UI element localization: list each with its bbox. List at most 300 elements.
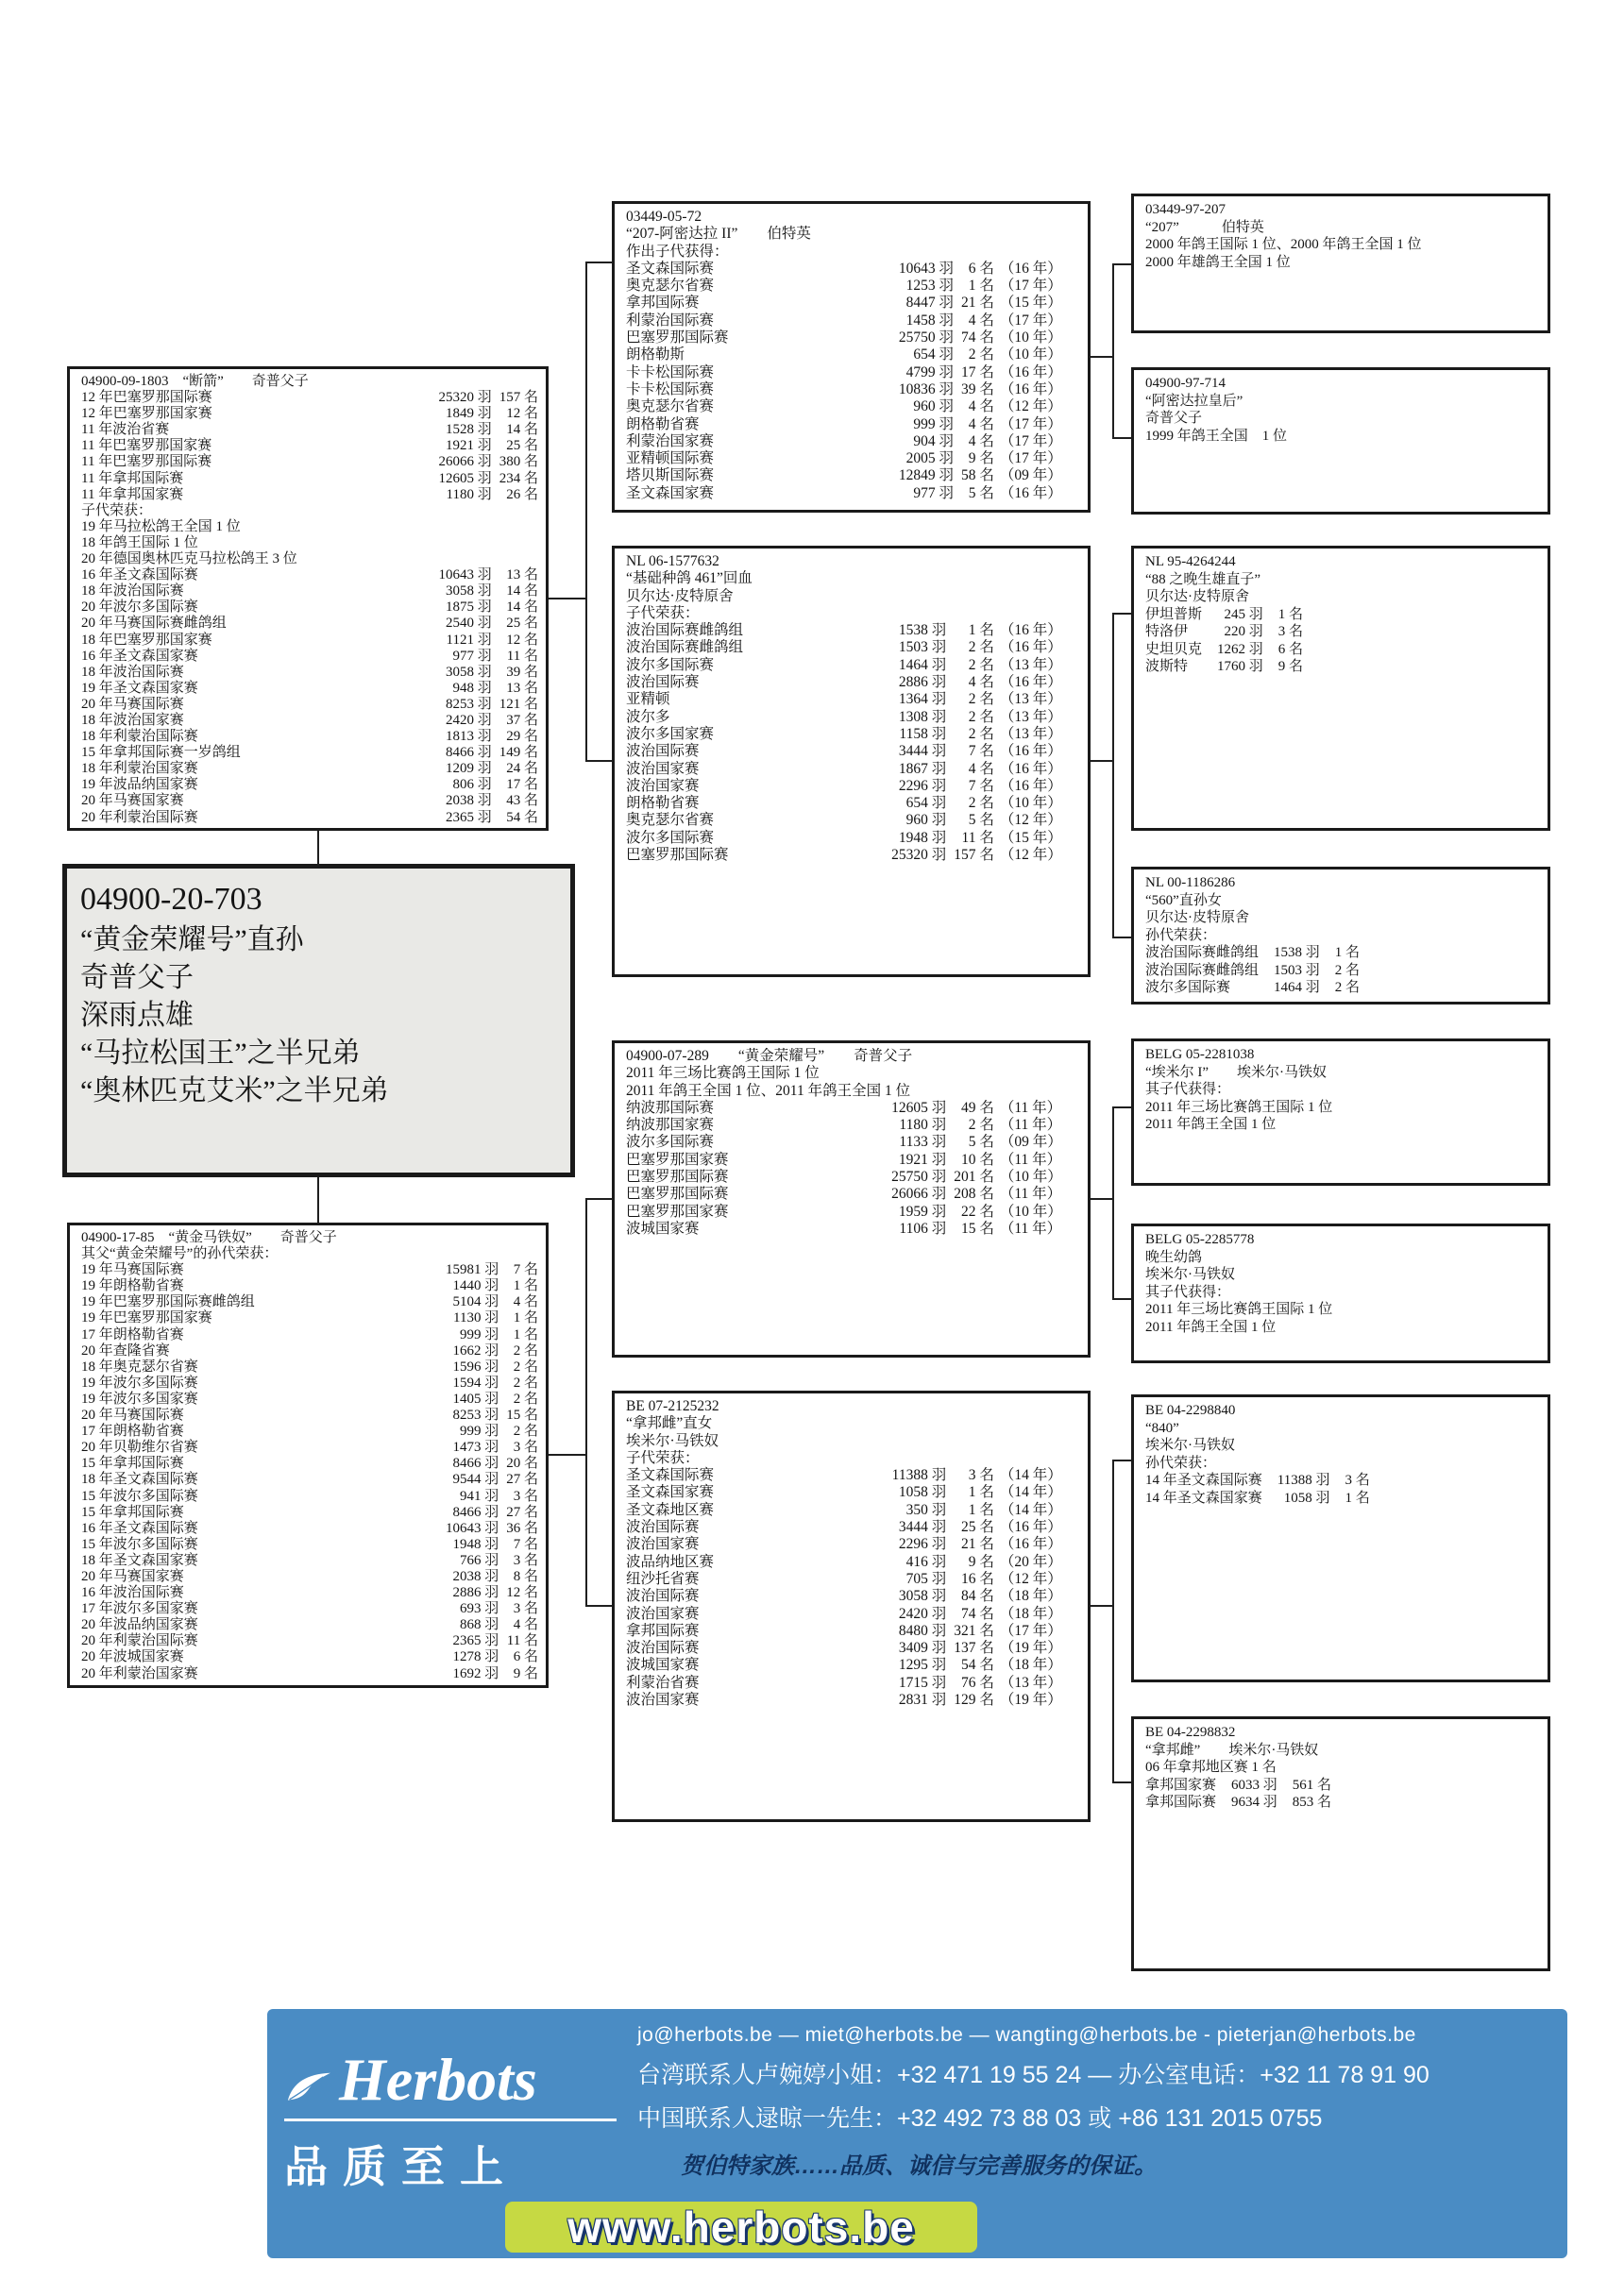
text-line: 孙代荣获： xyxy=(1145,927,1217,943)
race-cell: （12 年） xyxy=(999,812,1062,829)
text-line: BELG 05-2285778 xyxy=(1145,1232,1255,1247)
race-cell: 8447 羽 xyxy=(905,295,954,312)
race-cell: 波治国际赛雌鸽组 xyxy=(1145,962,1260,978)
race-cell: 18 年巴塞罗那国家赛 xyxy=(81,632,212,648)
race-cell: 波尔多国际赛 xyxy=(626,1134,715,1151)
race-cell: （17 年） xyxy=(999,450,1062,467)
text-line: 贝尔达·皮特原舍 xyxy=(626,587,734,604)
race-cell: 1158 羽 xyxy=(899,725,947,742)
race-cell: 157 名 xyxy=(954,847,994,864)
race-row xyxy=(626,261,1062,278)
race-row xyxy=(81,793,538,809)
connector-line xyxy=(549,1454,585,1456)
race-cell: 74 名 xyxy=(960,1605,994,1622)
race-cell: 巴塞罗那国家赛 xyxy=(626,1151,729,1168)
race-cell: 18 年圣文森国际赛 xyxy=(81,1472,198,1488)
race-cell: 20 年马赛国际赛 xyxy=(81,696,184,712)
race-cell: （16 年） xyxy=(999,622,1062,639)
connector-line xyxy=(585,262,612,263)
race-cell: 12 年巴塞罗那国际赛 xyxy=(81,390,212,406)
race-row xyxy=(81,1601,538,1617)
connector-line xyxy=(1091,356,1112,358)
text-line: 20 年德国奥林匹克马拉松鸽王 3 位 xyxy=(81,551,297,567)
race-row xyxy=(626,312,1062,329)
race-cell: 29 名 xyxy=(506,729,538,745)
race-cell: 25320 羽 xyxy=(438,390,492,406)
race-cell: （13 年） xyxy=(999,725,1062,742)
race-row xyxy=(626,1640,1062,1657)
race-cell: 7 名 xyxy=(968,777,994,794)
connector-line xyxy=(585,760,612,762)
race-cell: （16 年） xyxy=(999,777,1062,794)
race-cell: 1528 羽 xyxy=(445,422,492,438)
text-line: 04900-17-85 “黄金马铁奴” 奇普父子 xyxy=(81,1230,337,1245)
connector-line xyxy=(585,1198,612,1200)
pedigree-box-r7 xyxy=(1131,1394,1550,1682)
race-cell: 9 名 xyxy=(1277,659,1304,674)
race-cell: 8253 羽 xyxy=(445,696,492,712)
race-row xyxy=(626,416,1062,433)
race-cell: 巴塞罗那国际赛 xyxy=(626,1169,729,1186)
text-line: 04900-20-703 xyxy=(80,882,262,917)
race-cell: 3 名 xyxy=(513,1601,538,1617)
race-row xyxy=(81,1376,538,1392)
text-line: 奇普父子 xyxy=(80,962,194,993)
race-row xyxy=(81,810,538,826)
race-cell: 15 名 xyxy=(506,1408,538,1424)
race-cell: 圣文森国家赛 xyxy=(626,1484,715,1501)
race-cell: 19 年圣文森国家赛 xyxy=(81,680,198,696)
connector-line xyxy=(585,1198,587,1607)
race-cell: 18 年利蒙治国家赛 xyxy=(81,761,198,777)
race-cell: 20 年利蒙治国际赛 xyxy=(81,1633,198,1649)
race-row xyxy=(81,406,538,422)
race-cell: 3 名 xyxy=(513,1440,538,1456)
race-cell: 15 年波尔多国际赛 xyxy=(81,1536,198,1552)
race-cell: 16 年圣文森国家赛 xyxy=(81,648,198,664)
race-row xyxy=(81,1359,538,1376)
race-cell: 5 名 xyxy=(968,1134,994,1151)
race-cell: 6 名 xyxy=(513,1649,538,1665)
text-line: 贝尔达·皮特原舍 xyxy=(1145,910,1249,925)
race-cell: 6 名 xyxy=(968,260,994,277)
race-row xyxy=(1145,1777,1331,1795)
race-cell: （16 年） xyxy=(999,260,1062,277)
race-cell: （12 年） xyxy=(999,398,1062,415)
race-cell: （17 年） xyxy=(999,1622,1062,1639)
race-cell: 圣文森国际赛 xyxy=(626,1467,715,1484)
website-bar[interactable] xyxy=(505,2202,977,2253)
race-cell: 2 名 xyxy=(1334,962,1361,978)
race-cell: 20 年利蒙治国际赛 xyxy=(81,809,198,825)
text-line: 贝尔达·皮特原舍 xyxy=(1145,589,1249,604)
race-cell: 8 名 xyxy=(513,1568,538,1584)
race-cell: 塔贝斯国际赛 xyxy=(626,467,715,484)
race-cell: 15 年拿邦国际赛 xyxy=(81,1504,184,1520)
race-row xyxy=(626,761,1062,778)
race-cell: 波尔多国际赛 xyxy=(1145,980,1231,995)
race-cell: 4 名 xyxy=(968,415,994,432)
race-cell: 波治国际赛 xyxy=(626,1519,700,1536)
race-cell: （14 年） xyxy=(999,1501,1062,1518)
race-row xyxy=(626,346,1062,363)
race-cell: 20 年马赛国家赛 xyxy=(81,1568,184,1584)
race-row xyxy=(626,691,1062,708)
race-row xyxy=(81,487,538,503)
race-row xyxy=(626,1186,1062,1203)
race-cell: （12 年） xyxy=(999,1570,1062,1587)
race-cell: 24 名 xyxy=(506,761,538,777)
race-cell: 波斯特 xyxy=(1145,659,1189,674)
text-line: 奇普父子 xyxy=(1145,411,1203,426)
race-cell: 2038 羽 xyxy=(452,1568,499,1584)
race-cell: 16 年圣文森国际赛 xyxy=(81,1520,198,1536)
race-cell: 20 年查隆省赛 xyxy=(81,1342,170,1359)
race-cell: 20 年利蒙治国家赛 xyxy=(81,1665,198,1681)
race-cell: 5104 羽 xyxy=(452,1294,499,1310)
race-cell: 1538 羽 xyxy=(898,622,947,639)
text-line: “阿密达拉皇后” xyxy=(1145,393,1243,409)
race-cell: 2 名 xyxy=(968,725,994,742)
race-cell: 1 名 xyxy=(1277,606,1304,622)
race-row xyxy=(626,1571,1062,1588)
race-row xyxy=(626,1606,1062,1623)
race-cell: 20 年贝勒维尔省赛 xyxy=(81,1440,198,1456)
race-cell: 1 名 xyxy=(513,1326,538,1342)
race-cell: （16 年） xyxy=(999,380,1062,397)
race-cell: 2540 羽 xyxy=(445,616,492,632)
race-cell: 3 名 xyxy=(1345,1473,1370,1488)
race-row xyxy=(1145,606,1303,624)
race-cell: 2 名 xyxy=(513,1424,538,1440)
race-cell: 20 年马赛国际赛 xyxy=(81,1408,184,1424)
race-cell: 波治国家赛 xyxy=(626,1605,700,1622)
race-cell: 1106 羽 xyxy=(899,1220,947,1237)
race-cell: 1 名 xyxy=(968,278,994,295)
race-cell: 2 名 xyxy=(968,708,994,725)
race-cell: 波治国家赛 xyxy=(626,1692,700,1709)
text-line: 2011 年三场比赛鸽王国际 1 位 xyxy=(1145,1302,1333,1317)
race-row xyxy=(81,1408,538,1424)
race-cell: 1948 羽 xyxy=(452,1536,499,1552)
race-cell: 8466 羽 xyxy=(452,1456,499,1472)
race-cell: 25750 羽 xyxy=(898,329,954,346)
race-row xyxy=(81,649,538,665)
race-cell: 1180 羽 xyxy=(446,486,492,502)
connector-line xyxy=(1112,613,1114,938)
race-cell: 654 羽 xyxy=(913,346,954,363)
connector-line xyxy=(1112,1460,1131,1461)
race-cell: （20 年） xyxy=(999,1553,1062,1570)
race-row xyxy=(626,485,1062,502)
race-cell: 3444 羽 xyxy=(898,1519,947,1536)
race-cell: 1662 羽 xyxy=(452,1342,499,1359)
race-cell: （16 年） xyxy=(999,1536,1062,1553)
race-row xyxy=(81,1278,538,1294)
race-cell: 2 名 xyxy=(513,1359,538,1375)
race-row xyxy=(81,454,538,470)
race-row xyxy=(626,398,1062,415)
website-url[interactable]: www.herbots.be xyxy=(567,2203,915,2252)
race-cell: 977 羽 xyxy=(913,484,954,501)
race-cell: 3 名 xyxy=(968,1467,994,1484)
text-line: 2011 年三场比赛鸽王国际 1 位 xyxy=(626,1065,820,1082)
text-line: “207” 伯特英 xyxy=(1145,219,1264,235)
race-row xyxy=(1145,658,1303,676)
race-results xyxy=(626,261,1062,502)
race-cell: 245 羽 xyxy=(1224,606,1263,622)
race-cell: 977 羽 xyxy=(452,648,492,664)
text-line: 2011 年鸽王全国 1 位、2011 年鸽王全国 1 位 xyxy=(626,1082,911,1099)
race-row xyxy=(81,1569,538,1585)
herbots-logo xyxy=(284,2047,635,2195)
race-cell: 54 名 xyxy=(960,1657,994,1674)
text-line: 2011 年三场比赛鸽王国际 1 位 xyxy=(1145,1099,1333,1115)
text-line: 1999 年鸽王全国 1 位 xyxy=(1145,428,1288,444)
race-cell: 960 羽 xyxy=(905,812,947,829)
race-row xyxy=(81,1633,538,1649)
race-cell: 36 名 xyxy=(506,1520,538,1536)
race-results xyxy=(626,1467,1062,1709)
race-cell: 5 名 xyxy=(968,484,994,501)
race-row xyxy=(626,709,1062,726)
race-cell: 17 名 xyxy=(506,777,538,793)
race-cell: （10 年） xyxy=(999,1203,1062,1220)
race-cell: 1921 羽 xyxy=(445,438,492,454)
race-cell: 波尔多国际赛 xyxy=(626,656,715,673)
race-cell: 380 名 xyxy=(499,454,538,470)
race-row xyxy=(81,583,538,599)
race-cell: 纳波那国际赛 xyxy=(626,1099,715,1116)
race-cell: （16 年） xyxy=(999,743,1062,760)
race-cell: 15 名 xyxy=(960,1220,994,1237)
race-cell: 9 名 xyxy=(968,450,994,467)
race-cell: 129 名 xyxy=(954,1692,994,1709)
race-cell: 11388 羽 xyxy=(1277,1473,1330,1488)
race-row xyxy=(81,681,538,697)
race-cell: （14 年） xyxy=(999,1467,1062,1484)
race-cell: 10643 羽 xyxy=(898,260,954,277)
race-cell: 20 年波城国家赛 xyxy=(81,1649,184,1665)
race-cell: 27 名 xyxy=(506,1504,538,1520)
race-cell: 巴塞罗那国家赛 xyxy=(626,1203,729,1220)
text-line: 子代荣获： xyxy=(81,502,153,518)
race-cell: 26066 羽 xyxy=(438,454,492,470)
connector-line xyxy=(1112,1460,1114,1783)
race-cell: 1295 羽 xyxy=(898,1657,947,1674)
race-cell: 1 名 xyxy=(513,1310,538,1326)
race-row xyxy=(81,1537,538,1553)
race-results xyxy=(81,567,538,826)
race-cell: （09 年） xyxy=(999,1134,1062,1151)
race-cell: 4 名 xyxy=(968,760,994,777)
race-row xyxy=(81,1553,538,1569)
race-cell: 圣文森地区赛 xyxy=(626,1501,715,1518)
text-line: 其子代获得： xyxy=(1145,1082,1231,1097)
race-cell: 纽沙托省赛 xyxy=(626,1570,700,1587)
race-row xyxy=(626,639,1062,656)
race-cell: 1464 羽 xyxy=(898,656,947,673)
race-cell: 1 名 xyxy=(1345,1490,1370,1506)
race-cell: 25750 羽 xyxy=(891,1169,947,1186)
pedigree-box-b2a xyxy=(612,201,1091,513)
race-row xyxy=(81,567,538,583)
text-line: 其父“黄金荣耀号”的孙代荣获： xyxy=(81,1246,279,1262)
race-cell: 10643 羽 xyxy=(445,1520,499,1536)
race-cell: 17 年朗格勒省赛 xyxy=(81,1424,184,1440)
text-line: 其子代获得： xyxy=(1145,1284,1231,1300)
race-cell: 1464 羽 xyxy=(1274,980,1320,995)
race-row xyxy=(81,777,538,793)
race-cell: 12 名 xyxy=(506,406,538,422)
race-cell: 1867 羽 xyxy=(898,760,947,777)
race-cell: 12849 羽 xyxy=(898,467,954,484)
race-cell: 拿邦国家赛 xyxy=(1145,1777,1217,1793)
race-cell: 208 名 xyxy=(954,1186,994,1203)
race-cell: 18 年波治国际赛 xyxy=(81,664,184,680)
race-cell: 卡卡松国际赛 xyxy=(626,380,715,397)
text-line: 03449-97-207 xyxy=(1145,202,1226,217)
race-cell: 1503 羽 xyxy=(898,639,947,656)
race-cell: 14 名 xyxy=(506,422,538,438)
race-cell: 999 羽 xyxy=(913,415,954,432)
connector-line xyxy=(1112,1781,1131,1783)
race-cell: 999 羽 xyxy=(459,1424,499,1440)
logo-subtitle: 品质至上 xyxy=(284,2143,518,2191)
race-row xyxy=(626,295,1062,312)
race-cell: 1 名 xyxy=(513,1278,538,1294)
race-cell: 10 名 xyxy=(960,1151,994,1168)
race-cell: （18 年） xyxy=(999,1657,1062,1674)
race-cell: 1813 羽 xyxy=(445,729,492,745)
race-cell: 3058 羽 xyxy=(445,583,492,599)
feather-icon xyxy=(284,2071,333,2103)
race-cell: （17 年） xyxy=(999,278,1062,295)
race-cell: 8480 羽 xyxy=(898,1622,947,1639)
race-cell: 2886 羽 xyxy=(898,674,947,691)
race-cell: 25 名 xyxy=(506,616,538,632)
race-cell: 2 名 xyxy=(968,1117,994,1134)
race-row xyxy=(626,1623,1062,1640)
race-row xyxy=(626,278,1062,295)
race-row xyxy=(1145,1794,1331,1812)
race-cell: 1503 羽 xyxy=(1274,962,1320,978)
pedigree-box-r4 xyxy=(1131,867,1550,1004)
race-row xyxy=(1145,962,1360,980)
race-cell: 1473 羽 xyxy=(452,1440,499,1456)
race-cell: 11 名 xyxy=(506,1633,538,1649)
text-line: “88 之晚生雄直子” xyxy=(1145,571,1261,587)
text-line: 深雨点雄 xyxy=(80,1000,194,1031)
race-cell: 1458 羽 xyxy=(905,312,954,329)
race-row xyxy=(626,1519,1062,1536)
race-cell: 1538 羽 xyxy=(1274,945,1320,960)
footer-banner xyxy=(267,2009,1567,2258)
race-cell: 波治国际赛 xyxy=(626,743,700,760)
pedigree-box-b2c xyxy=(612,1040,1091,1358)
race-cell: 201 名 xyxy=(954,1169,994,1186)
race-cell: 11 年拿邦国际赛 xyxy=(81,470,184,486)
race-cell: 22 名 xyxy=(960,1203,994,1220)
contact-china: 中国联系人逯晾一先生：+32 492 73 88 03 或 +86 131 2015 0755 xyxy=(637,2105,1323,2132)
text-line: 2000 年鸽王国际 1 位、2000 年鸽王全国 1 位 xyxy=(1145,237,1422,252)
race-results xyxy=(1145,944,1360,997)
pedigree-box-b2d xyxy=(612,1391,1091,1822)
race-cell: 20 年马赛国际赛雌鸽组 xyxy=(81,616,227,632)
race-cell: （15 年） xyxy=(999,295,1062,312)
race-cell: 7 名 xyxy=(968,743,994,760)
race-cell: 1253 羽 xyxy=(905,278,954,295)
connector-line xyxy=(1112,263,1131,265)
pedigree-box-r2 xyxy=(1131,367,1550,515)
race-cell: （17 年） xyxy=(999,312,1062,329)
race-cell: 11 年巴塞罗那国际赛 xyxy=(81,454,212,470)
race-cell: （16 年） xyxy=(999,760,1062,777)
race-cell: 亚精顿 xyxy=(626,691,670,708)
race-cell: 1875 羽 xyxy=(445,599,492,616)
race-cell: 特洛伊 xyxy=(1145,624,1189,639)
race-cell: 693 羽 xyxy=(459,1601,499,1617)
race-cell: 17 名 xyxy=(960,363,994,380)
race-row xyxy=(1145,944,1360,962)
race-cell: 19 年波尔多国家赛 xyxy=(81,1391,198,1407)
contact-emails[interactable]: jo@herbots.be — miet@herbots.be — wangting@herbots.be - pieterjan@herbots.be xyxy=(637,2024,1416,2046)
race-cell: 14 年圣文森国家赛 xyxy=(1145,1490,1262,1506)
race-cell: 25 名 xyxy=(506,438,538,454)
race-cell: 10836 羽 xyxy=(898,380,954,397)
race-results xyxy=(1145,606,1303,676)
pedigree-box-r8 xyxy=(1131,1716,1550,1971)
race-cell: 1133 羽 xyxy=(899,1134,947,1151)
race-cell: 4 名 xyxy=(968,398,994,415)
race-cell: （10 年） xyxy=(999,795,1062,812)
race-cell: 2 名 xyxy=(1334,980,1361,995)
race-row xyxy=(626,450,1062,467)
race-cell: 20 年波尔多国际赛 xyxy=(81,599,198,616)
race-cell: 利蒙治国家赛 xyxy=(626,432,715,449)
race-cell: 利蒙治省赛 xyxy=(626,1674,700,1691)
race-row xyxy=(626,622,1062,639)
race-cell: （11 年） xyxy=(999,1220,1062,1237)
race-cell: 19 年巴塞罗那国家赛 xyxy=(81,1310,212,1326)
race-cell: 18 年波治国际赛 xyxy=(81,583,184,599)
race-row xyxy=(81,1649,538,1665)
race-cell: （17 年） xyxy=(999,432,1062,449)
text-line: BE 07-2125232 xyxy=(626,1398,719,1414)
race-cell: 27 名 xyxy=(506,1472,538,1488)
race-row xyxy=(81,471,538,487)
race-cell: 3 名 xyxy=(513,1488,538,1504)
text-line: “奥林匹克艾米”之半兄弟 xyxy=(80,1075,389,1106)
race-row xyxy=(626,674,1062,691)
race-cell: 20 年马赛国家赛 xyxy=(81,793,184,809)
race-row xyxy=(81,1424,538,1440)
race-row xyxy=(81,761,538,777)
race-cell: 波治国家赛 xyxy=(626,777,700,794)
race-results xyxy=(1145,1777,1331,1812)
race-cell: 波治国际赛雌鸽组 xyxy=(1145,945,1260,960)
race-cell: 3058 羽 xyxy=(898,1588,947,1605)
race-cell: 7 名 xyxy=(513,1262,538,1278)
race-cell: 波治国家赛 xyxy=(626,760,700,777)
race-cell: 705 羽 xyxy=(905,1570,947,1587)
race-results xyxy=(81,390,538,503)
race-cell: （11 年） xyxy=(999,1099,1062,1116)
race-cell: 波尔多国家赛 xyxy=(626,725,715,742)
connector-line xyxy=(1112,1106,1131,1108)
race-row xyxy=(81,1310,538,1326)
connector-line xyxy=(317,831,319,866)
